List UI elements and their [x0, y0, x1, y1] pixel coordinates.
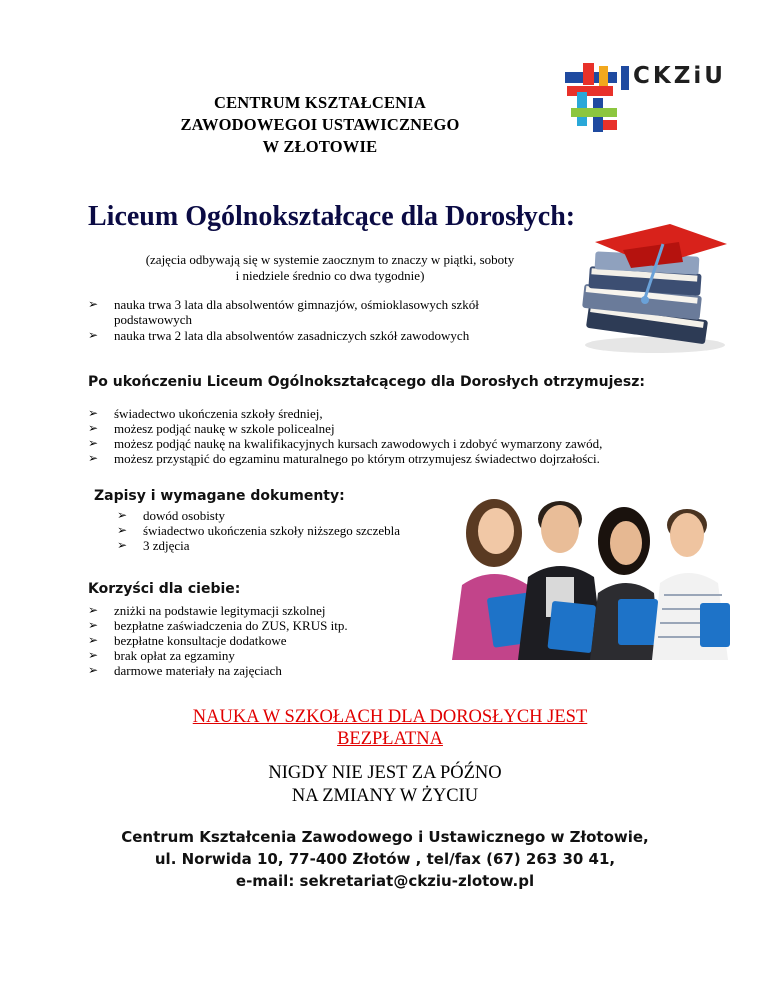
free-education-banner — [120, 706, 660, 750]
list-item: ➢ 3 zdjęcia — [117, 538, 190, 553]
motto-line: NA ZMIANY W ŻYCIU — [291, 786, 479, 806]
schedule-note-line: i niedziele średnio co dwa tygodnie) — [235, 268, 425, 283]
arrow-bullet-icon: ➢ — [88, 436, 99, 450]
list-item: ➢ dowód osobisty — [117, 508, 225, 523]
arrow-bullet-icon: ➢ — [117, 538, 128, 552]
benefits-list — [88, 603, 448, 678]
enrollment-list — [117, 508, 437, 553]
institution-name — [120, 92, 520, 158]
list-item: ➢ świadectwo ukończenia szkoły średniej, — [88, 406, 323, 421]
arrow-bullet-icon: ➢ — [88, 451, 99, 465]
schedule-note-line: (zajęcia odbywają się w systemie zaocznym to znaczy w piątki, soboty — [145, 252, 515, 267]
arrow-bullet-icon: ➢ — [117, 523, 128, 537]
schedule-note — [115, 252, 545, 284]
arrow-bullet-icon: ➢ — [117, 508, 128, 522]
free-education-line: NAUKA W SZKOŁACH DLA DOROSŁYCH JEST — [192, 707, 588, 727]
arrow-bullet-icon: ➢ — [88, 603, 99, 617]
list-item: ➢ możesz przystąpić do egzaminu maturalnego po którym otrzymujesz świadectwo dojrzałości. — [88, 451, 600, 466]
arrow-bullet-icon: ➢ — [88, 618, 99, 632]
logo-wordmark: CKZiU — [633, 63, 726, 89]
institution-line: CENTRUM KSZTAŁCENIA — [213, 93, 427, 112]
graduation-books-image — [575, 220, 730, 355]
list-item: ➢ darmowe materiały na zajęciach — [88, 663, 282, 678]
list-item: ➢ możesz podjąć naukę w szkole policealnej — [88, 421, 335, 436]
list-item: ➢ nauka trwa 3 lata dla absolwentów gimnazjów, ośmioklasowych szkół podstawowych — [88, 297, 479, 327]
list-item: ➢ bezpłatne zaświadczenia do ZUS, KRUS itp. — [88, 618, 348, 633]
list-item: ➢ nauka trwa 2 lata dla absolwentów zasadniczych szkół zawodowych — [88, 328, 470, 343]
section-heading-after-graduation: Po ukończeniu Liceum Ogólnokształcącego dla Dorosłych otrzymujesz: — [88, 374, 645, 390]
list-item: ➢ zniżki na podstawie legitymacji szkolnej — [88, 603, 326, 618]
list-item: ➢ brak opłat za egzaminy — [88, 648, 235, 663]
duration-list — [88, 297, 558, 344]
arrow-bullet-icon: ➢ — [88, 406, 99, 420]
motto-line: NIGDY NIE JEST ZA PÓŹNO — [268, 763, 502, 783]
footer-email[interactable]: e-mail: sekretariat@ckziu-zlotow.pl — [235, 872, 535, 890]
section-heading-enrollment: Zapisy i wymagane dokumenty: — [94, 488, 345, 504]
students-photo — [432, 485, 732, 660]
arrow-bullet-icon: ➢ — [88, 648, 99, 662]
arrow-bullet-icon: ➢ — [88, 328, 99, 342]
list-item: ➢ możesz podjąć naukę na kwalifikacyjnych kursach zawodowych i zdobyć wymarzony zawód, — [88, 436, 603, 451]
arrow-bullet-icon: ➢ — [88, 633, 99, 647]
contact-footer — [80, 826, 690, 892]
section-heading-benefits: Korzyści dla ciebie: — [88, 581, 241, 597]
motto — [170, 762, 600, 808]
after-graduation-list — [88, 406, 688, 466]
arrow-bullet-icon: ➢ — [88, 421, 99, 435]
footer-line: ul. Norwida 10, 77-400 Złotów , tel/fax (67) 263 30 41, — [154, 850, 616, 868]
institution-line: ZAWODOWEGOI USTAWICZNEGO — [180, 115, 460, 134]
free-education-line: BEZPŁATNA — [337, 729, 443, 749]
page-title: Liceum Ogólnokształcące dla Dorosłych: — [88, 201, 576, 232]
arrow-bullet-icon: ➢ — [88, 297, 99, 311]
footer-line: Centrum Kształcenia Zawodowego i Ustawicznego w Złotowie, — [121, 828, 649, 846]
arrow-bullet-icon: ➢ — [88, 663, 99, 677]
list-item: ➢ bezpłatne konsultacje dodatkowe — [88, 633, 287, 648]
institution-line: W ZŁOTOWIE — [262, 137, 378, 156]
list-item: ➢ świadectwo ukończenia szkoły niższego szczebla — [117, 523, 401, 538]
